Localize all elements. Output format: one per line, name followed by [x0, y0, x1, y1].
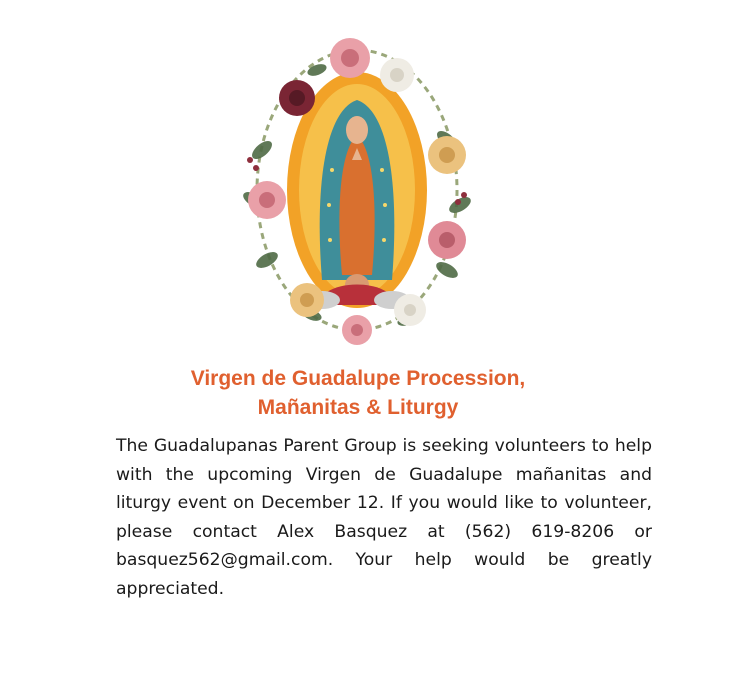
virgen-de-guadalupe-illustration: [232, 30, 482, 352]
flyer-title-line-1: Virgen de Guadalupe Procession,: [190, 367, 526, 390]
flyer-body-text: The Guadalupanas Parent Group is seeking volunteers to help with the upcoming Virgen de Guadalupe mañanitas and liturgy event on December 12. If you would like to volunteer, please contact Alex Basquez at (562) 619-8206 or basquez562@gmail.com. Your help would be greatly appreciated.: [116, 436, 652, 599]
flyer-title-line-2: Mañanitas & Liturgy: [257, 396, 459, 419]
flyer-title: [120, 364, 596, 422]
